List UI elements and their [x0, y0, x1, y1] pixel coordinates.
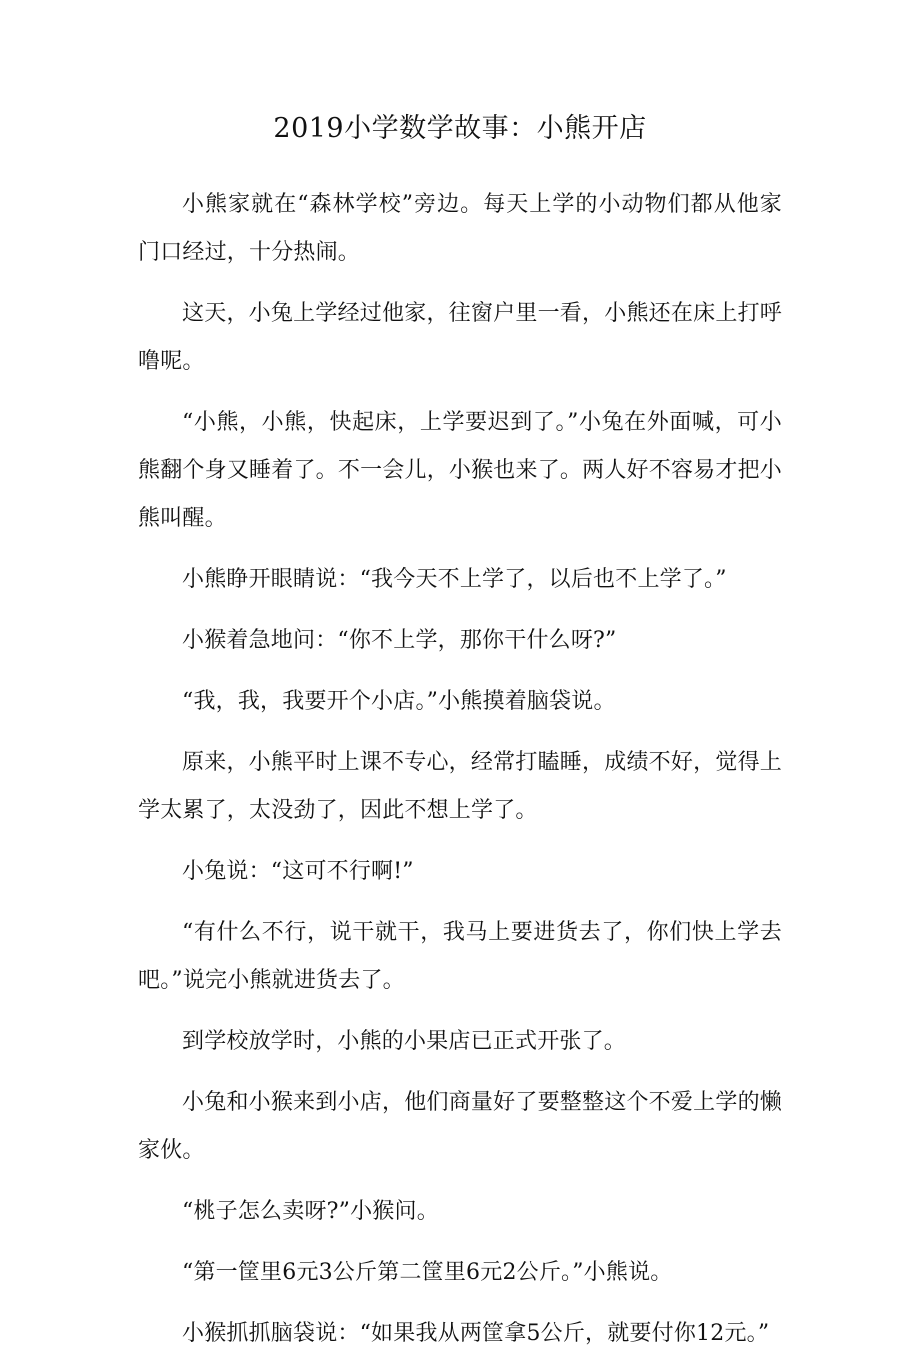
paragraph: 小熊睁开眼睛说：“我今天不上学了，以后也不上学了。” — [182, 567, 727, 592]
paragraph: “小熊，小熊，快起床，上学要迟到了。”小兔在外面喊，可小熊翻个身又睡着了。不一会儿，小猴也来了。两人好不容易才把小熊叫醒。 — [138, 410, 782, 531]
paragraph: 小熊家就在“森林学校”旁边。每天上学的小动物们都从他家门口经过，十分热闹。 — [138, 192, 782, 265]
document-body — [138, 181, 782, 1358]
paragraph: “有什么不行，说干就干，我马上要进货去了，你们快上学去吧。”说完小熊就进货去了。 — [138, 920, 782, 993]
paragraph: 小猴抓抓脑袋说：“如果我从两筐拿5公斤，就要付你12元。” — [182, 1321, 770, 1346]
paragraph: 到学校放学时，小熊的小果店已正式开张了。 — [182, 1029, 627, 1054]
paragraph: 原来，小熊平时上课不专心，经常打瞌睡，成绩不好，觉得上学太累了，太没劲了，因此不想上学了。 — [138, 750, 782, 823]
paragraph: “第一筐里6元3公斤第二筐里6元2公斤。”小熊说。 — [182, 1260, 673, 1285]
paragraph: 这天，小兔上学经过他家，往窗户里一看，小熊还在床上打呼噜呢。 — [138, 301, 782, 374]
paragraph: 小兔说：“这可不行啊!” — [182, 859, 414, 884]
paragraph: “桃子怎么卖呀?”小猴问。 — [182, 1199, 439, 1224]
paragraph: 小猴着急地问：“你不上学，那你干什么呀?” — [182, 628, 617, 653]
document-title: 2019小学数学故事：小熊开店 — [273, 113, 647, 144]
paragraph: 小兔和小猴来到小店，他们商量好了要整整这个不爱上学的懒家伙。 — [138, 1090, 782, 1163]
paragraph: “我，我，我要开个小店。”小熊摸着脑袋说。 — [182, 689, 616, 714]
